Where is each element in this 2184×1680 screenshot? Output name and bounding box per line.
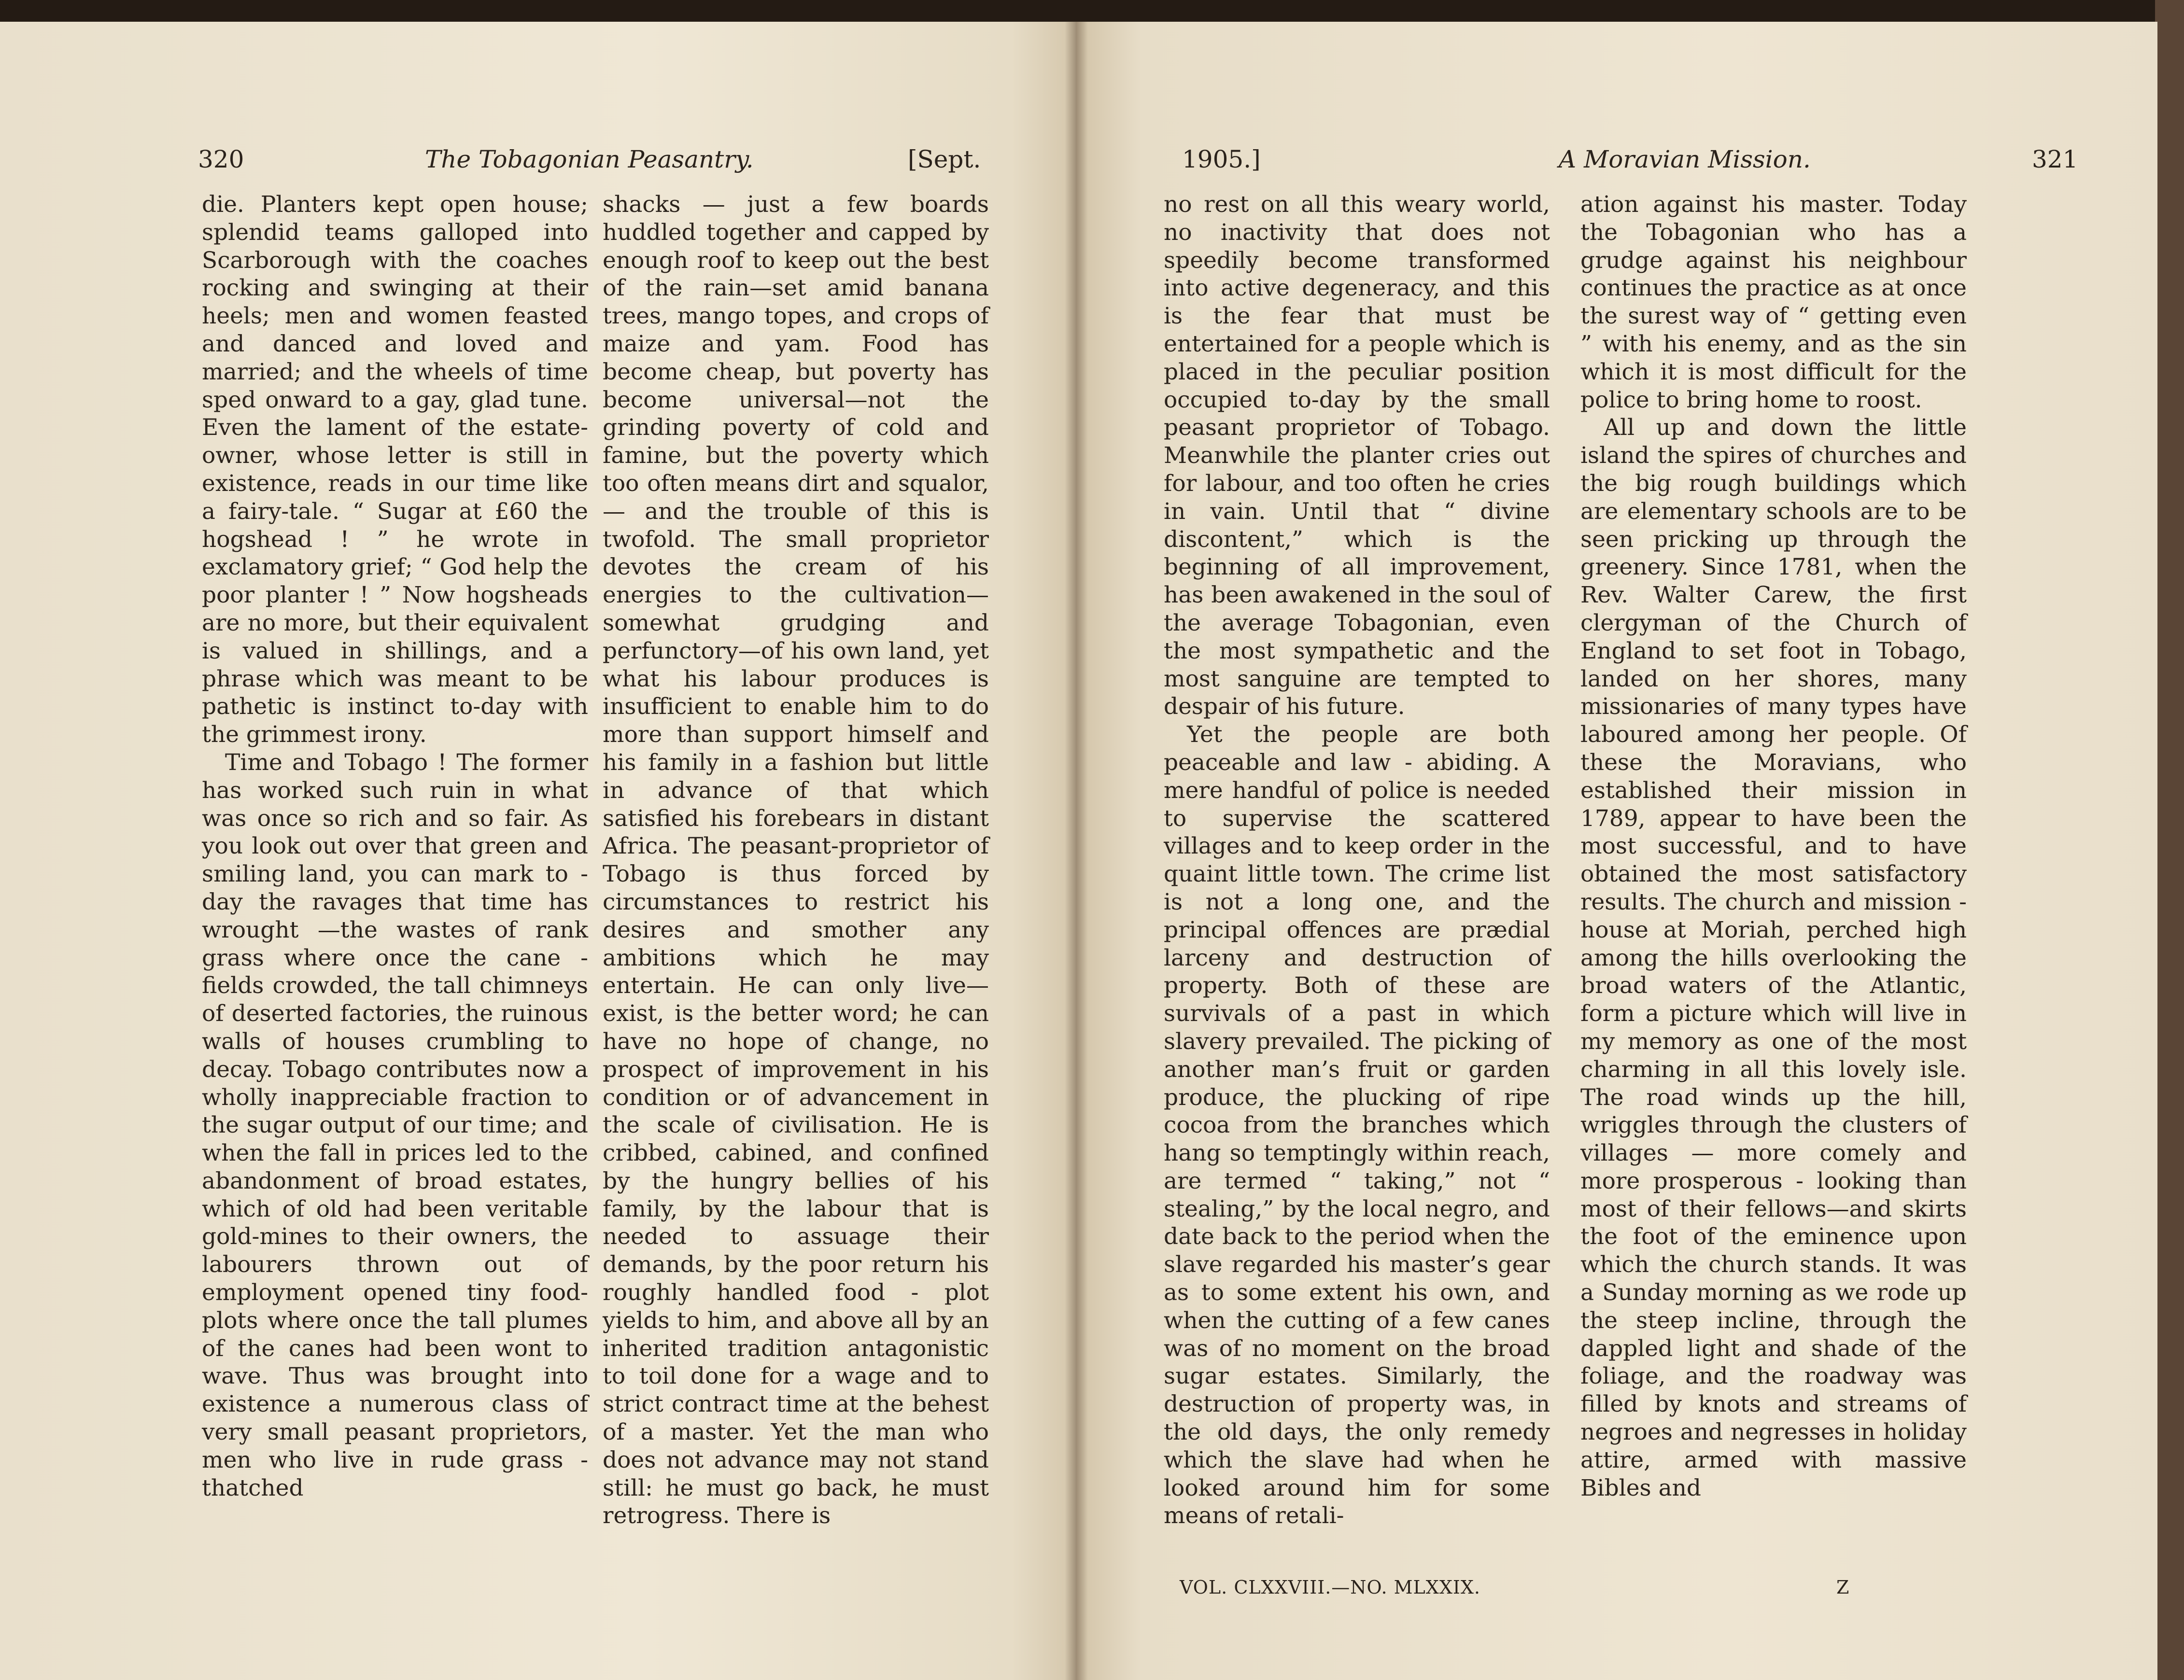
left-page-column-1 [202, 191, 588, 1502]
left-page [0, 22, 1076, 1680]
paragraph: no rest on all this weary world, no inactivity that does not speedily become transformed into active degeneracy, and this is the fear that must be entertained for a people which is placed in the peculiar position occupied to-day by the small peasant proprietor of Tobago. Meanwhile the planter cries out for labour, and too often he cries in vain. Until that “ divine discontent,” which is the beginning of all improvement, has been awakened in the soul of the average Tobagonian, even the most sympathetic and the most sanguine are tempted to despair of his future. [1164, 191, 1550, 720]
book-top-edge [0, 0, 2184, 24]
running-title: The Tobagonian Peasantry. [425, 145, 754, 173]
paragraph: die. Planters kept open house; splendid teams galloped into Scarborough with the coaches rocking and swinging at their heels; men and women feasted and danced and loved and married; and the wheels of time sped onward to a gay, glad tune. Even the lament of the estate-owner, whose letter is still in existence, reads in our time like a fairy-tale. “ Sugar at £60 the hogshead ! ” he wrote in exclamatory grief; “ God help the poor planter ! ” Now hogsheads are no more, but their equivalent is valued in shillings, and a phrase which was meant to be pathetic is instinct to-day with the grimmest irony. [202, 191, 588, 748]
paragraph: Yet the people are both peaceable and law - abiding. A mere handful of police is needed to supervise the scattered villages and to keep order in the quaint little town. The crime list is not a long one, and the principal offences are prædial larceny and destruction of property. Both of these are survivals of a past in which slavery prevailed. The picking of another man’s fruit or garden produce, the plucking of ripe cocoa from the branches which hang so temptingly within reach, are termed “ taking,” not “ stealing,” by the local negro, and date back to the period when the slave regarded his master’s gear as to some extent his own, and when the cutting of a few canes was of no moment on the broad sugar estates. Similarly, the destruction of property was, in the old days, the only remedy which the slave had when he looked around him for some means of retali- [1164, 721, 1550, 1529]
signature-mark: Z [1836, 1577, 1850, 1598]
header-date: 1905.] [1182, 145, 1261, 173]
running-title: A Moravian Mission. [1559, 145, 1811, 173]
header-date: [Sept. [908, 145, 981, 173]
paragraph: ation against his master. Today the Tobagonian who has a grudge against his neighbour continues the practice as at once the surest way of “ getting even ” with his enemy, and as the sin which it is most difficult for the police to bring home to roost. [1580, 191, 1967, 413]
right-page [1076, 22, 2157, 1680]
paragraph: Time and Tobago ! The former has worked such ruin in what was once so rich and so fair. As you look out over that green and smiling land, you can mark to - day the ravages that time has wrought —the wastes of rank grass where once the cane - fields crowded, the tall chimneys of deserted factories, the ruinous walls of houses crumbling to decay. Tobago contributes now a wholly inappreciable fraction to the sugar output of our time; and when the fall in prices led to the abandonment of broad estates, which of old had been veritable gold-mines to their owners, the labourers thrown out of employment opened tiny food-plots where once the tall plumes of the canes had been wont to wave. Thus was brought into existence a numerous class of very small peasant proprietors, men who live in rude grass - thatched [202, 749, 588, 1501]
right-page-column-1 [1164, 191, 1550, 1530]
book-cover-edge [2155, 0, 2184, 1680]
left-page-column-2 [603, 191, 989, 1530]
page-number: 320 [198, 145, 244, 173]
volume-footer: VOL. CLXXVIII.—NO. MLXXIX. [1180, 1577, 1481, 1598]
book-gutter [1065, 22, 1088, 1680]
right-page-column-2 [1580, 191, 1967, 1502]
page-number: 321 [2032, 145, 2078, 173]
paragraph: All up and down the little island the spires of churches and the big rough buildings which are elementary schools are to be seen pricking up through the greenery. Since 1781, when the Rev. Walter Carew, the first clergyman of the Church of England to set foot in Tobago, landed on her shores, many missionaries of many types have laboured among her people. Of these the Moravians, who established their mission in 1789, appear to have been the most successful, and to have obtained the most satisfactory results. The church and mission - house at Moriah, perched high among the hills overlooking the broad waters of the Atlantic, form a picture which will live in my memory as one of the most charming in all this lovely isle. The road winds up the hill, wriggles through the clusters of villages — more comely and more prosperous - looking than most of their fellows—and skirts the foot of the eminence upon which the church stands. It was a Sunday morning as we rode up the steep incline, through the dappled light and shade of the foliage, and the roadway was filled by knots and streams of negroes and negresses in holiday attire, armed with massive Bibles and [1580, 414, 1967, 1501]
paragraph: shacks — just a few boards huddled together and capped by enough roof to keep out the best of the rain—set amid banana trees, mango topes, and crops of maize and yam. Food has become cheap, but poverty has become universal—not the grinding poverty of cold and famine, but the poverty which too often means dirt and squalor, — and the trouble of this is twofold. The small proprietor devotes the cream of his energies to the cultivation—somewhat grudging and perfunctory—of his own land, yet what his labour produces is insufficient to enable him to do more than support himself and his family in a fashion but little in advance of that which satisfied his forebears in distant Africa. The peasant-proprietor of Tobago is thus forced by circumstances to restrict his desires and smother any ambitions which he may entertain. He can only live—exist, is the better word; he can have no hope of change, no prospect of improvement in his condition or of advancement in the scale of civilisation. He is cribbed, cabined, and confined by the hungry bellies of his family, by the labour that is needed to assuage their demands, by the poor return his roughly handled food - plot yields to him, and above all by an inherited tradition antagonistic to toil done for a wage and to strict contract time at the behest of a master. Yet the man who does not advance may not stand still: he must go back, he must retrogress. There is [603, 191, 989, 1529]
